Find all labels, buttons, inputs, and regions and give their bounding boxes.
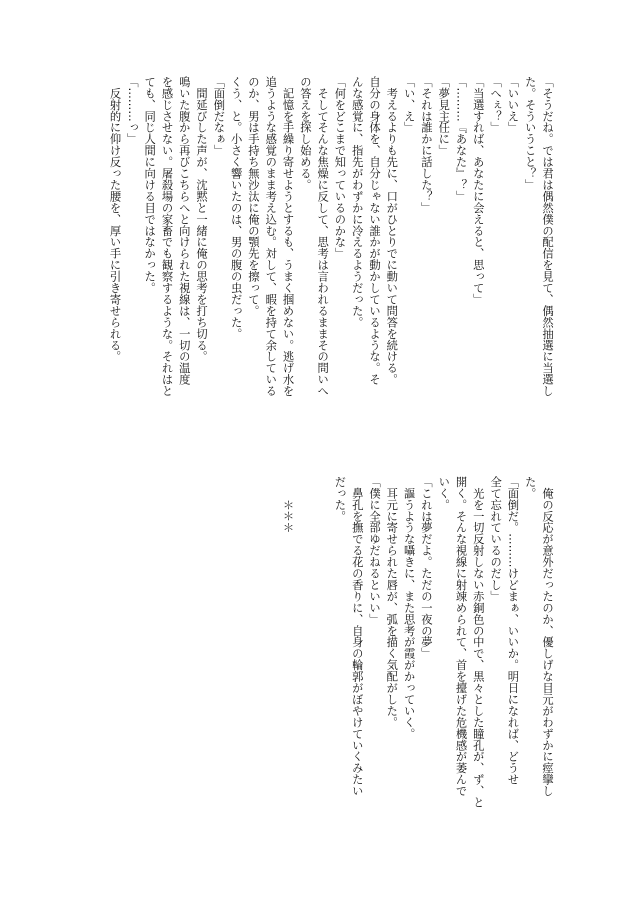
text-line: 鳴いた腹から再びこちらへと向けられた視線は、一切の温度: [177, 76, 191, 386]
text-line: 「これは夢だよ。ただの一夜の夢」: [419, 476, 433, 660]
text-line: 「それは誰かに話した？」: [419, 76, 433, 214]
text-line: ＊＊＊: [281, 476, 295, 534]
text-line: [297, 476, 314, 856]
text-line: 考えるよりも先に、口がひとりでに動いて問答を続ける。: [385, 76, 399, 386]
text-line: いく。: [437, 476, 451, 511]
text-line: 耳元に寄せられた唇が、弧を描く気配がした。: [385, 476, 399, 728]
text-line: そしてそんな焦燥に反して、思考は言われるままその問いへ: [316, 76, 330, 397]
text-line: 「当選すれば、あなたに会えると、思って」: [471, 76, 485, 305]
upper-text-block: [106, 76, 556, 456]
text-line: 「へぇ？」: [489, 76, 503, 134]
text-line: 自分の身体を、自分じゃない誰かが動かしているような。そ: [368, 76, 382, 386]
text-line: 光を一切反射しない赤銅色の中で、黒々とした瞳孔が、ず、と: [471, 476, 485, 809]
text-line: 「そうだね。では君は偶然僕の配信を見て、偶然抽選に当選し: [541, 76, 554, 397]
text-line: 記憶を手繰り寄せようとするも、うまく掴めない。逃げ水を: [281, 76, 295, 397]
text-line: ても、同じ人間に向ける目ではなかった。: [143, 76, 157, 294]
text-line: 「いいえ」: [506, 76, 520, 134]
text-line: を感じさせない。屠殺場の家畜でも観察するような。それはと: [160, 76, 174, 397]
text-line: 「………っ」: [125, 76, 139, 145]
text-line: 「面倒だ。………けどまぁ、いいか。明日になれば、どうせ: [506, 476, 520, 786]
text-line: 追うような感覚のまま考え込む。対して、暇を持て余している: [264, 76, 278, 397]
text-line: た。: [523, 476, 537, 499]
text-line: 「夢見主任に」: [437, 76, 451, 157]
text-line: た。そういうこと？」: [523, 76, 537, 191]
text-line: 鼻孔を撫でる花の香りに、自身の輪郭がぼやけていくみたい: [350, 476, 364, 797]
text-line: 「何をどこまで知っているのかな」: [333, 76, 347, 260]
text-line: のか、男は手持ち無沙汰に俺の顎先を擦って。: [246, 76, 260, 317]
text-line: 全て忘れているのだし」: [489, 476, 503, 602]
lower-text-block: [279, 476, 556, 856]
text-line: 「い、え」: [402, 76, 416, 134]
text-line: 「………『あなた』？」: [454, 76, 468, 202]
text-line: [314, 476, 331, 856]
text-line: 開く。そんな視線に射竦められて、首を擡げた危機感が萎んで: [454, 476, 468, 797]
text-line: だった。: [333, 476, 347, 522]
text-line: 間延びした声が、沈黙と一緒に俺の思考を打ち切る。: [195, 76, 209, 363]
text-line: の答えを探し始める。: [298, 76, 312, 191]
text-line: 「僕に全部ゆだねるといい」: [368, 476, 382, 625]
text-line: んな感覚に、指先がわずかに冷えるようだった。: [350, 76, 364, 328]
text-line: 俺の反応が意外だったのか、優しげな目元がわずかに痙攣し: [541, 476, 554, 797]
text-line: 「面倒だなぁ」: [212, 76, 226, 157]
text-line: くう、と。小さく響いたのは、男の腹の虫だった。: [229, 76, 243, 340]
text-line: 反射的に仰け反った腰を、厚い手に引き寄せられる。: [108, 76, 122, 363]
text-line: 謳うような囁きに、また思考が霞がかっていく。: [402, 476, 416, 740]
